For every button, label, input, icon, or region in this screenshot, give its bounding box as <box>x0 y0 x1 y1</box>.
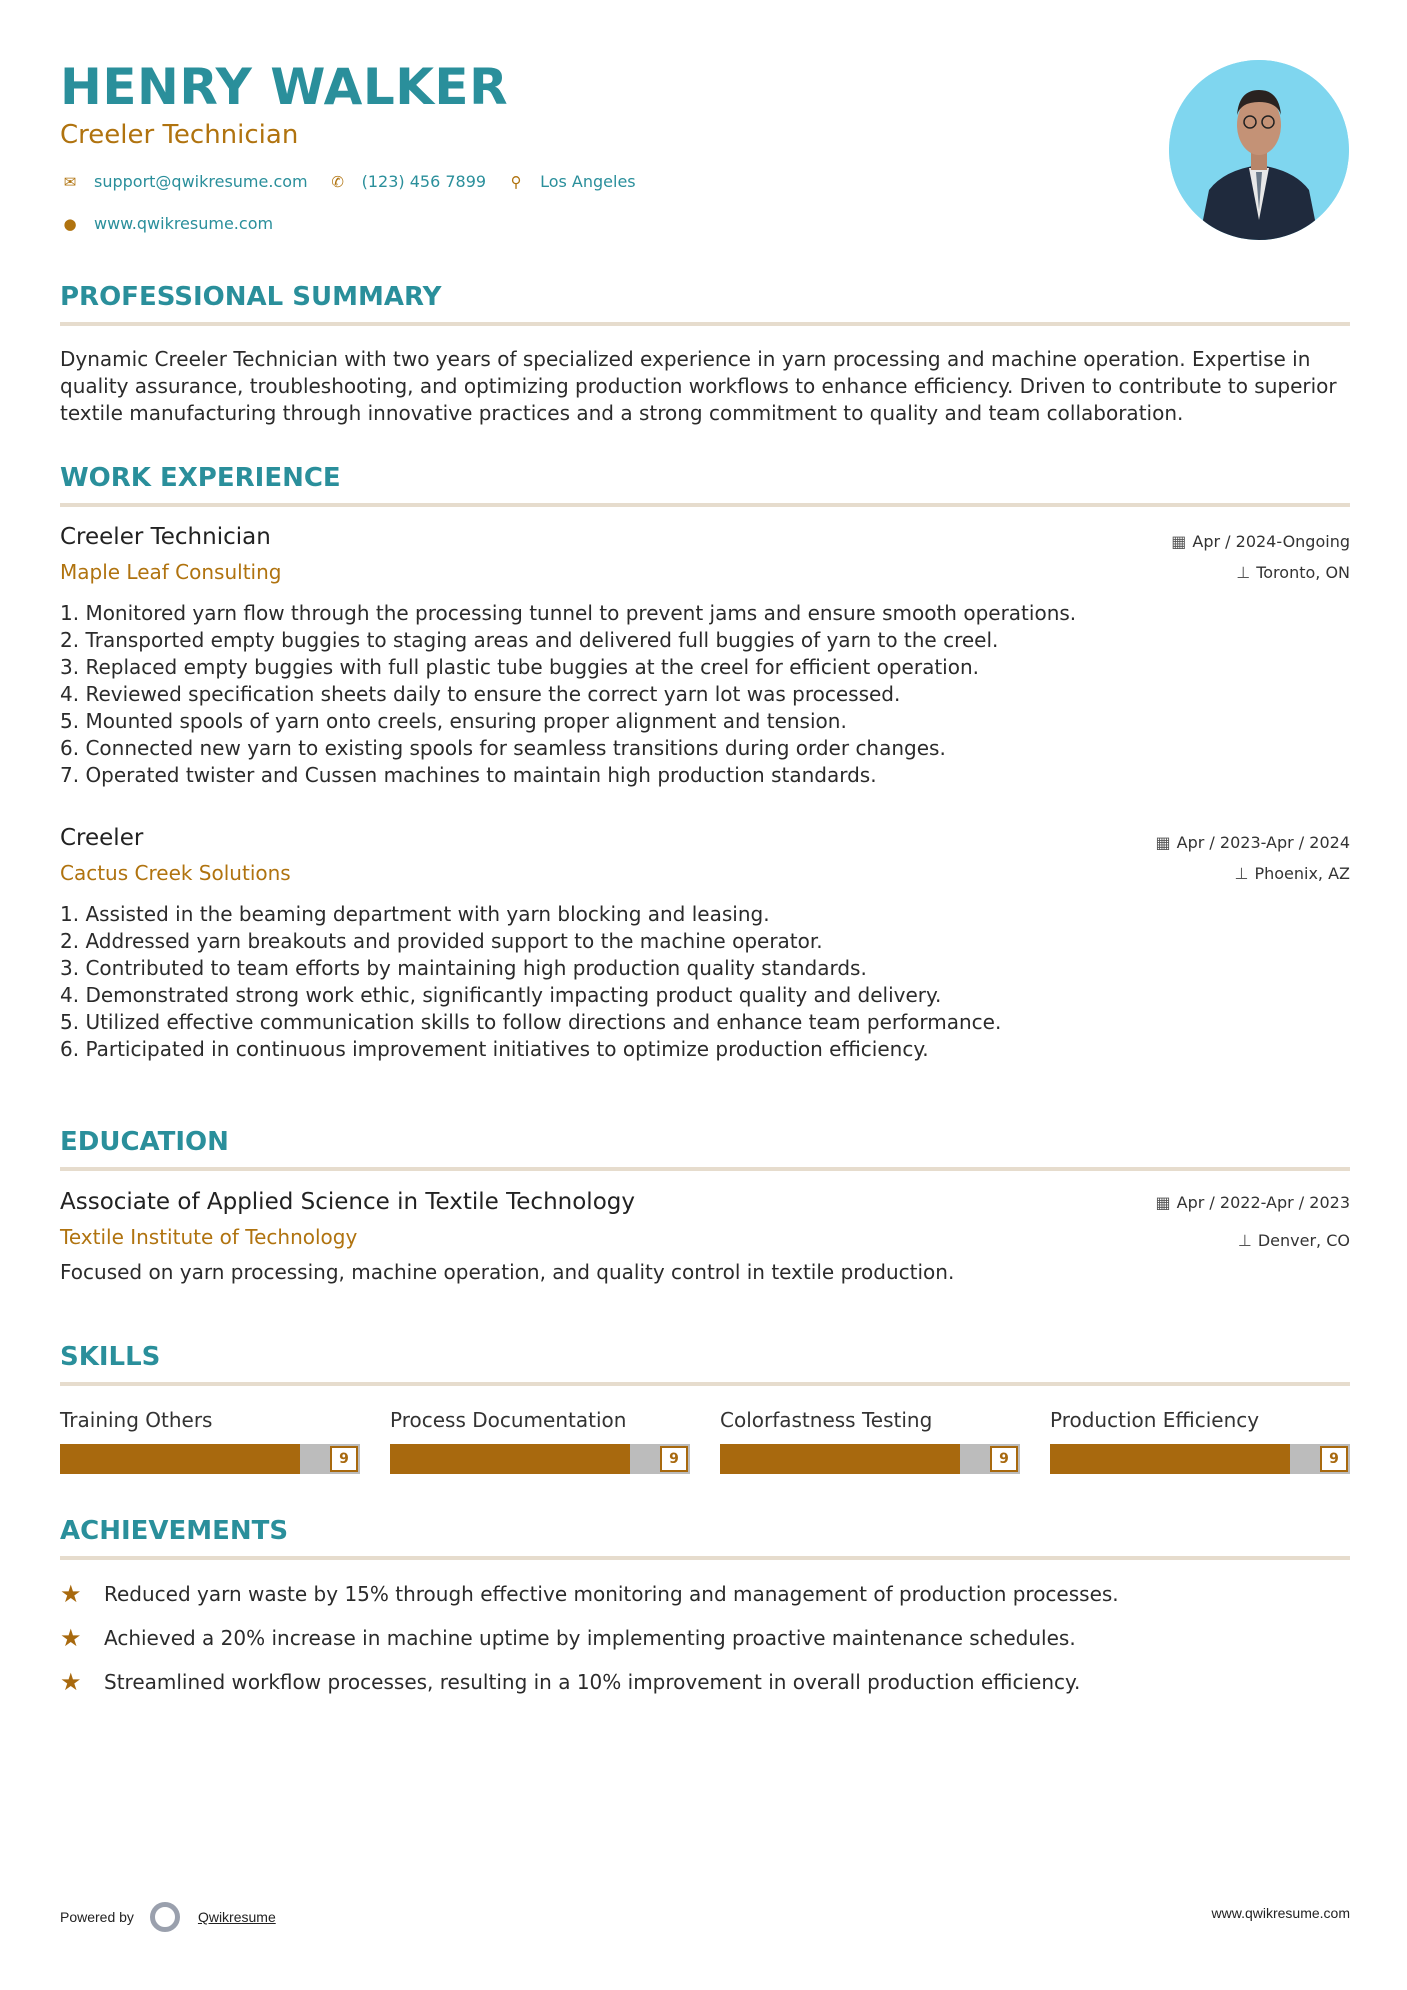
candidate-role: Creeler Technician <box>60 120 299 150</box>
contact-location <box>506 172 636 191</box>
company-name: Cactus Creek Solutions <box>60 861 291 885</box>
footer-powered-by <box>60 1902 276 1932</box>
skill-item <box>1050 1408 1350 1474</box>
person-photo-icon <box>1169 60 1349 240</box>
list-item: 4. Reviewed specification sheets daily to ensure the correct yarn lot was processed. <box>60 682 901 706</box>
job-dates: Apr / 2024-Ongoing <box>1192 532 1350 551</box>
achievement-text: Reduced yarn waste by 15% through effective monitoring and management of production processes. <box>104 1582 1119 1606</box>
section-title: WORK EXPERIENCE <box>60 463 341 493</box>
star-icon: ★ <box>60 1624 82 1652</box>
skill-item <box>720 1408 1020 1474</box>
website-text: www.qwikresume.com <box>94 214 274 233</box>
job-bullets <box>60 901 1350 1063</box>
skill-name: Process Documentation <box>390 1408 627 1432</box>
section-divider <box>60 1556 1350 1560</box>
map-pin-icon: ⚲ <box>510 172 522 191</box>
contact-phone <box>328 172 486 191</box>
list-item: 5. Utilized effective communication skills to follow directions and enhance team performance. <box>60 1010 1002 1034</box>
skill-bar <box>720 1444 1020 1474</box>
skill-item <box>60 1408 360 1474</box>
section-title: EDUCATION <box>60 1127 229 1157</box>
calendar-icon: ▦ <box>1171 532 1187 551</box>
skill-score: 9 <box>330 1446 358 1472</box>
pushpin-icon: ⊥ <box>1237 1231 1252 1250</box>
avatar <box>1169 60 1349 240</box>
list-item: 5. Mounted spools of yarn onto creels, ensuring proper alignment and tension. <box>60 709 847 733</box>
list-item: 4. Demonstrated strong work ethic, significantly impacting product quality and delivery. <box>60 983 942 1007</box>
list-item: 1. Assisted in the beaming department with yarn blocking and leasing. <box>60 902 770 926</box>
section-title: PROFESSIONAL SUMMARY <box>60 282 442 312</box>
experience-section <box>60 463 1350 507</box>
section-divider <box>60 1167 1350 1171</box>
skill-bar-fill <box>720 1444 960 1474</box>
achievements-section <box>60 1516 1350 1704</box>
job-entry <box>60 825 1350 1063</box>
job-location: Toronto, ON <box>1256 563 1350 582</box>
skill-name: Production Efficiency <box>1050 1408 1260 1432</box>
skills-section <box>60 1342 1350 1474</box>
degree-title: Associate of Applied Science in Textile Technology <box>60 1189 635 1215</box>
calendar-icon: ▦ <box>1155 1193 1171 1212</box>
list-item: 6. Participated in continuous improvement initiatives to optimize production efficiency. <box>60 1037 929 1061</box>
school-name: Textile Institute of Technology <box>60 1225 358 1249</box>
skill-bar <box>390 1444 690 1474</box>
skills-list <box>60 1408 1350 1474</box>
footer-url[interactable]: www.qwikresume.com <box>1211 1905 1350 1921</box>
calendar-icon: ▦ <box>1155 833 1171 852</box>
skill-score: 9 <box>990 1446 1018 1472</box>
skill-name: Training Others <box>60 1408 213 1432</box>
candidate-name: HENRY WALKER <box>60 58 509 116</box>
skill-score: 9 <box>1320 1446 1348 1472</box>
pushpin-icon: ⊥ <box>1236 563 1251 582</box>
education-dates: Apr / 2022-Apr / 2023 <box>1176 1193 1350 1212</box>
job-title: Creeler <box>60 825 144 851</box>
company-name: Maple Leaf Consulting <box>60 560 282 584</box>
contact-row-2 <box>60 214 293 233</box>
skill-bar-fill <box>1050 1444 1290 1474</box>
job-entry <box>60 524 1350 789</box>
skill-name: Colorfastness Testing <box>720 1408 933 1432</box>
list-item: 3. Contributed to team efforts by maintaining high production quality standards. <box>60 956 867 980</box>
list-item: 2. Transported empty buggies to staging areas and delivered full buggies of yarn to the creel. <box>60 628 999 652</box>
section-title: SKILLS <box>60 1342 161 1372</box>
phone-text: (123) 456 7899 <box>361 172 487 191</box>
section-divider <box>60 1382 1350 1386</box>
list-item: 6. Connected new yarn to existing spools for seamless transitions during order changes. <box>60 736 946 760</box>
contact-website[interactable] <box>60 214 273 233</box>
achievement-item <box>60 1660 1350 1704</box>
qwikresume-logo-icon <box>150 1902 180 1932</box>
section-divider <box>60 322 1350 326</box>
skill-bar-fill <box>390 1444 630 1474</box>
achievement-item <box>60 1616 1350 1660</box>
skill-score: 9 <box>660 1446 688 1472</box>
list-item: 2. Addressed yarn breakouts and provided support to the machine operator. <box>60 929 823 953</box>
location-text: Los Angeles <box>540 172 636 191</box>
job-title: Creeler Technician <box>60 524 271 550</box>
skill-item <box>390 1408 690 1474</box>
envelope-icon: ✉ <box>63 172 77 191</box>
contact-email[interactable] <box>60 172 308 191</box>
achievements-list <box>60 1572 1350 1704</box>
education-description: Focused on yarn processing, machine operation, and quality control in textile production. <box>60 1260 955 1284</box>
section-divider <box>60 503 1350 507</box>
list-item: 7. Operated twister and Cussen machines to maintain high production standards. <box>60 763 877 787</box>
job-meta <box>1171 532 1350 594</box>
job-meta <box>1156 833 1350 895</box>
achievement-item <box>60 1572 1350 1616</box>
achievement-text: Achieved a 20% increase in machine uptime by implementing proactive maintenance schedules. <box>104 1626 1076 1650</box>
skill-bar-fill <box>60 1444 300 1474</box>
skill-bar <box>60 1444 360 1474</box>
phone-icon: ✆ <box>331 172 344 191</box>
email-text: support@qwikresume.com <box>94 172 308 191</box>
list-item: 3. Replaced empty buggies with full plastic tube buggies at the creel for efficient operation. <box>60 655 980 679</box>
powered-by-label: Powered by <box>60 1909 134 1925</box>
job-location: Phoenix, AZ <box>1254 864 1350 883</box>
contact-row <box>60 172 656 191</box>
job-dates: Apr / 2023-Apr / 2024 <box>1176 833 1350 852</box>
globe-icon: ● <box>63 214 77 233</box>
education-section <box>60 1127 1350 1286</box>
section-title: ACHIEVEMENTS <box>60 1516 289 1546</box>
summary-text: Dynamic Creeler Technician with two years of specialized experience in yarn processing and machine operation. Expertise in quality assurance, troubleshooting, and optimizing production workflows to enhance efficiency. Driven to contribute to superior textile manufacturing through innovative practices and a strong commitment to quality and team collaboration. <box>60 347 1337 425</box>
star-icon: ★ <box>60 1580 82 1608</box>
education-meta <box>1156 1193 1350 1262</box>
summary-section <box>60 282 1350 427</box>
education-location: Denver, CO <box>1257 1231 1350 1250</box>
job-bullets <box>60 600 1350 789</box>
list-item: 1. Monitored yarn flow through the processing tunnel to prevent jams and ensure smooth operations. <box>60 601 1077 625</box>
skill-bar <box>1050 1444 1350 1474</box>
star-icon: ★ <box>60 1668 82 1696</box>
achievement-text: Streamlined workflow processes, resulting in a 10% improvement in overall production efficiency. <box>104 1670 1081 1694</box>
pushpin-icon: ⊥ <box>1234 864 1249 883</box>
qwikresume-link[interactable]: Qwikresume <box>197 1909 276 1925</box>
